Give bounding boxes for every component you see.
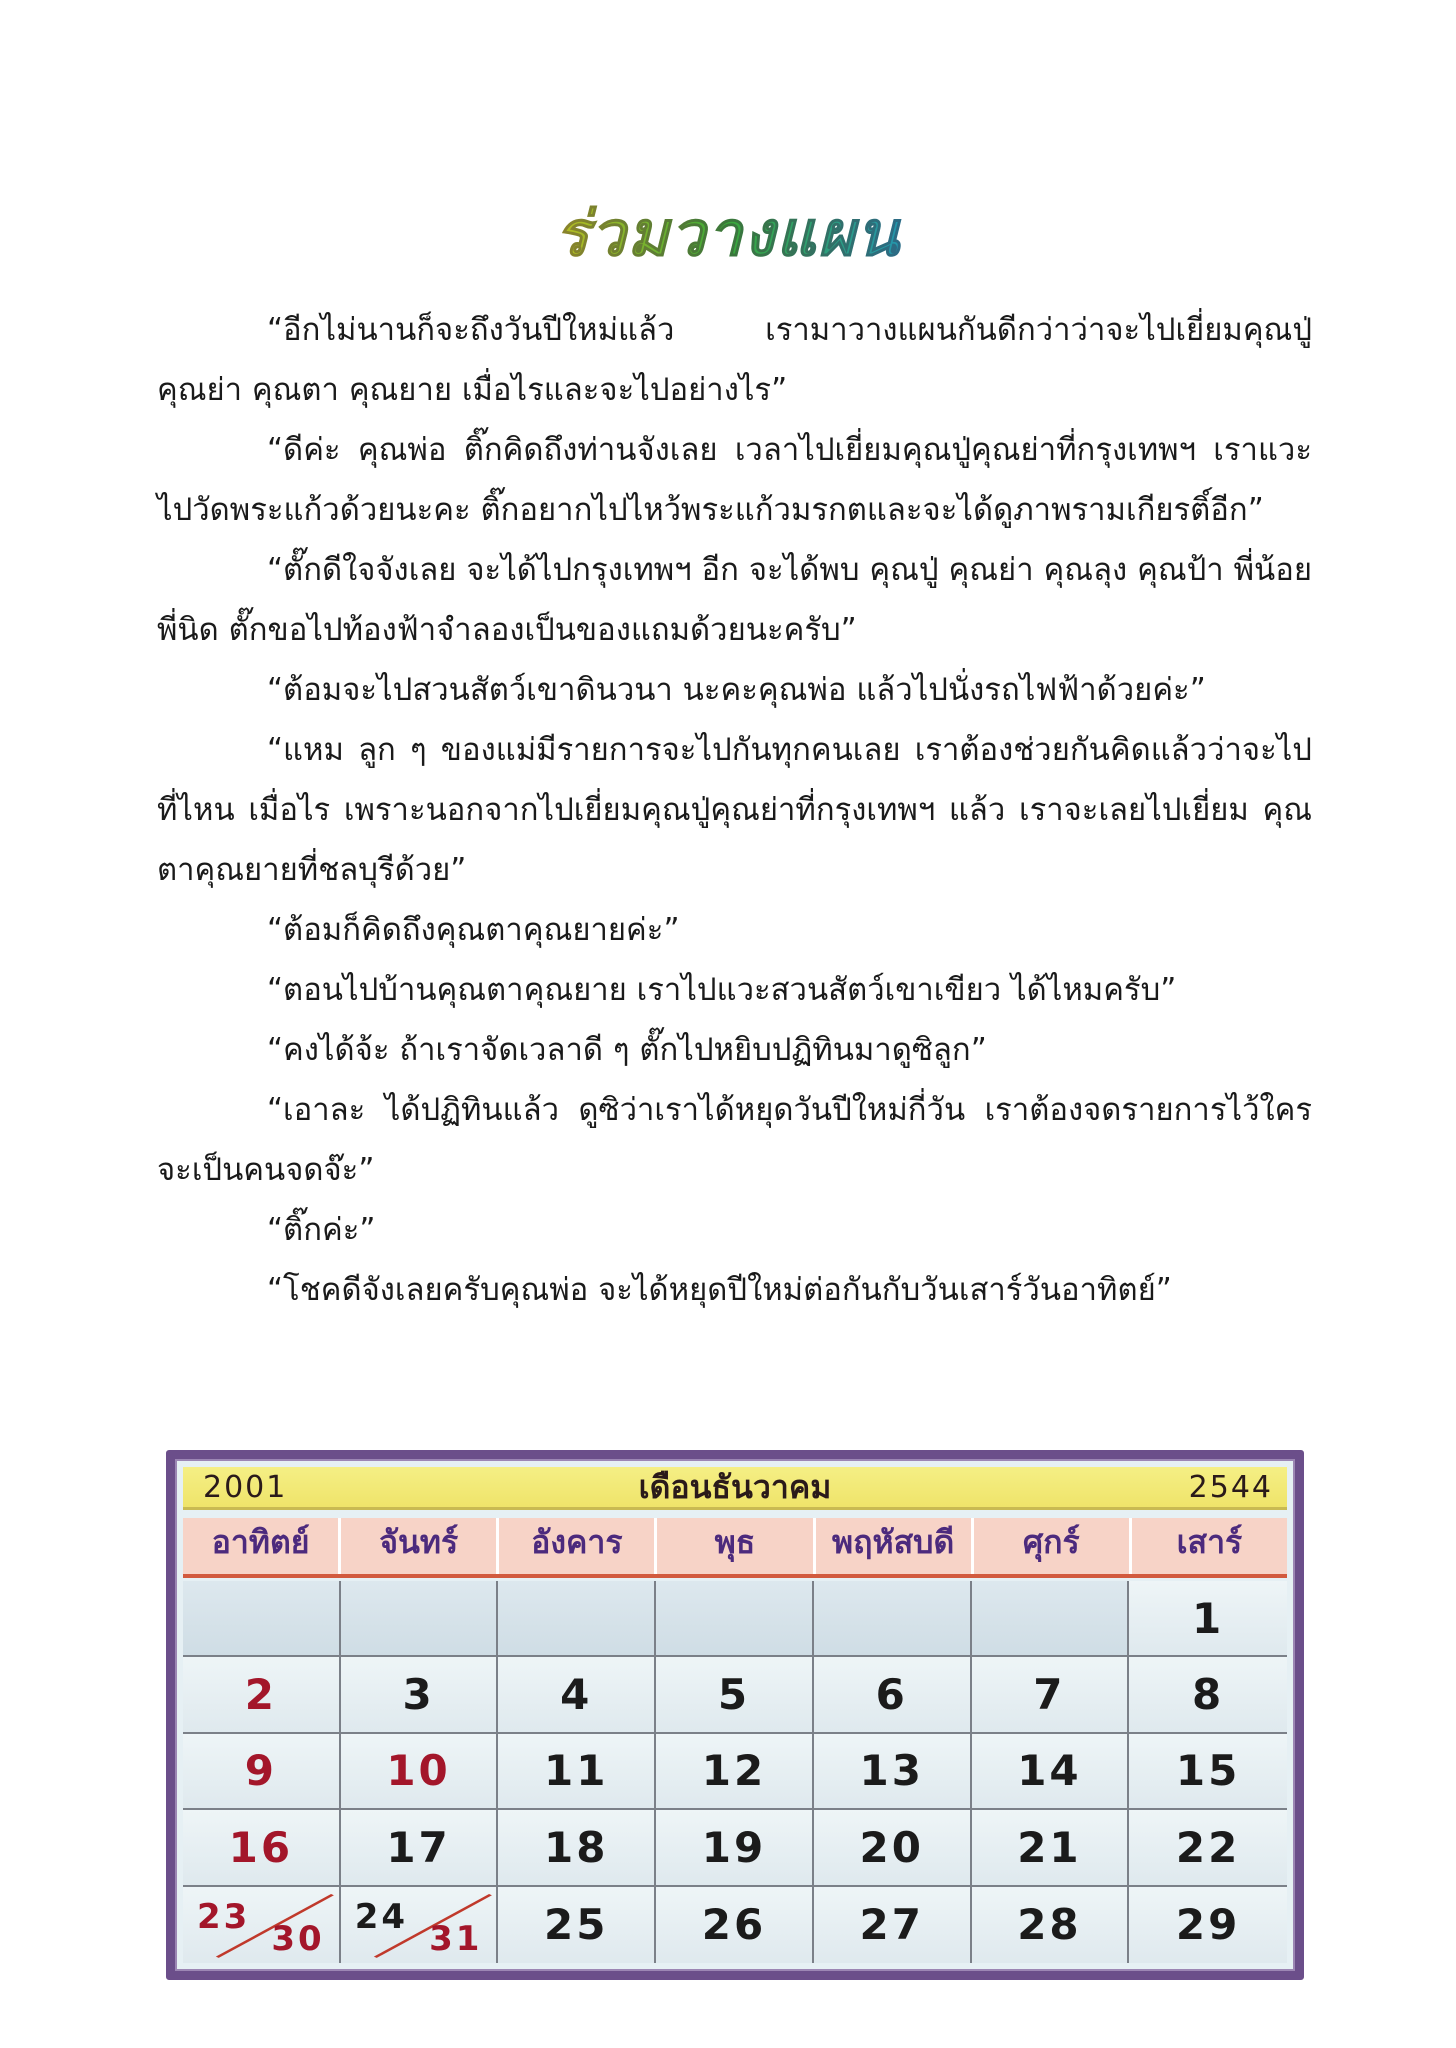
calendar-date-cell xyxy=(498,1657,656,1733)
calendar-empty-cell xyxy=(814,1581,972,1657)
weekday-label: จันทร์ xyxy=(341,1518,499,1574)
calendar-date-cell xyxy=(341,1657,499,1733)
date-number: 6 xyxy=(875,1670,908,1720)
date-number: 5 xyxy=(717,1670,751,1720)
dialogue-paragraph: “ติ๊กค่ะ” xyxy=(267,1212,376,1248)
date-number: 23 xyxy=(197,1896,251,1937)
date-number: 7 xyxy=(1033,1670,1066,1720)
page-title: ร่วมวางแผน xyxy=(0,185,1456,283)
calendar-date-cell xyxy=(1129,1581,1287,1657)
calendar-empty-cell xyxy=(183,1581,341,1657)
date-number: 19 xyxy=(701,1822,767,1872)
calendar-split-date-cell xyxy=(183,1887,341,1963)
calendar-date-cell xyxy=(183,1734,341,1810)
calendar-date-cell xyxy=(341,1734,499,1810)
date-number: 17 xyxy=(386,1822,451,1872)
weekday-label: อาทิตย์ xyxy=(183,1518,341,1574)
split-date xyxy=(183,1887,339,1963)
calendar-header xyxy=(183,1467,1287,1510)
date-number: 29 xyxy=(1175,1900,1241,1950)
calendar-date-cell xyxy=(498,1887,656,1963)
weekday-label: อังคาร xyxy=(499,1518,657,1574)
date-number: 16 xyxy=(228,1822,294,1872)
calendar-date-cell xyxy=(656,1657,814,1733)
calendar-date-grid xyxy=(183,1581,1287,1963)
calendar-empty-cell xyxy=(656,1581,814,1657)
date-number: 2 xyxy=(244,1670,277,1720)
date-number: 26 xyxy=(701,1900,767,1950)
calendar-empty-cell xyxy=(498,1581,656,1657)
date-number: 27 xyxy=(859,1900,924,1950)
calendar-date-cell xyxy=(183,1657,341,1733)
date-number: 8 xyxy=(1192,1670,1225,1720)
calendar-year-ad: 2001 xyxy=(203,1469,288,1505)
dialogue-paragraph: “ตั๊กดีใจจังเลย จะได้ไปกรุงเทพฯ อีก จะได้พบ คุณปู่ คุณย่า คุณลุง คุณป้า พี่น้อย พี่นิด ตั๊กขอไปท้องฟ้าจำลองเป็นของแถมด้วยนะครับ” xyxy=(157,552,1312,648)
date-number: 20 xyxy=(859,1822,924,1872)
date-number: 31 xyxy=(429,1919,483,1959)
date-number: 22 xyxy=(1175,1822,1241,1872)
calendar-date-cell xyxy=(498,1734,656,1810)
calendar-date-cell xyxy=(972,1734,1130,1810)
calendar-year-be: 2544 xyxy=(1188,1469,1273,1505)
calendar-date-cell xyxy=(1129,1887,1287,1963)
date-number: 1 xyxy=(1192,1593,1225,1643)
date-number: 21 xyxy=(1017,1822,1082,1872)
date-number: 25 xyxy=(544,1900,609,1950)
date-number: 15 xyxy=(1175,1746,1241,1796)
calendar-date-cell xyxy=(972,1657,1130,1733)
calendar-empty-cell xyxy=(972,1581,1130,1657)
calendar-date-cell xyxy=(972,1810,1130,1886)
weekday-label: เสาร์ xyxy=(1176,1523,1243,1561)
calendar-date-cell xyxy=(656,1887,814,1963)
calendar-date-cell xyxy=(1129,1734,1287,1810)
calendar-date-cell xyxy=(656,1734,814,1810)
split-date xyxy=(341,1887,497,1963)
weekday-label: ศุกร์ xyxy=(974,1518,1132,1574)
calendar-date-cell xyxy=(814,1887,972,1963)
calendar-date-cell xyxy=(1129,1810,1287,1886)
date-number: 10 xyxy=(386,1746,451,1796)
calendar xyxy=(166,1450,1304,1980)
calendar-date-cell xyxy=(498,1810,656,1886)
date-number: 3 xyxy=(402,1670,435,1720)
date-number: 18 xyxy=(544,1822,609,1872)
dialogue-paragraph: “แหม ลูก ๆ ของแม่มีรายการจะไปกันทุกคนเลย เราต้องช่วยกันคิดแล้วว่าจะไปที่ไหน เมื่อไร เพราะนอกจากไปเยี่ยมคุณปู่คุณย่าที่กรุงเทพฯ แล้ว เราจะเลยไปเยี่ยม คุณตาคุณยายที่ชลบุรีด้วย” xyxy=(157,732,1312,888)
dialogue-paragraph: “อีกไม่นานก็จะถึงวันปีใหม่แล้ว เรามาวางแผนกันดีกว่าว่าจะไปเยี่ยมคุณปู่คุณย่า คุณตา คุณยาย เมื่อไรและจะไปอย่างไร” xyxy=(157,312,1312,408)
calendar-date-cell xyxy=(814,1810,972,1886)
dialogue-paragraph: “ตอนไปบ้านคุณตาคุณยาย เราไปแวะสวนสัตว์เขาเขียว ได้ไหมครับ” xyxy=(267,972,1177,1008)
calendar-weekday-row xyxy=(183,1518,1287,1578)
dialogue-paragraph: “โชคดีจังเลยครับคุณพ่อ จะได้หยุดปีใหม่ต่อกันกับวันเสาร์วันอาทิตย์” xyxy=(267,1272,1172,1308)
weekday-label: พฤหัสบดี xyxy=(816,1518,974,1574)
date-number: 4 xyxy=(560,1670,593,1720)
calendar-empty-cell xyxy=(341,1581,499,1657)
calendar-date-cell xyxy=(972,1887,1130,1963)
date-number: 12 xyxy=(701,1746,767,1796)
date-number: 30 xyxy=(271,1919,325,1959)
calendar-split-date-cell xyxy=(341,1887,499,1963)
weekday-label: พุธ xyxy=(657,1518,815,1574)
story-text xyxy=(157,300,1312,1320)
calendar-date-cell xyxy=(814,1734,972,1810)
date-number: 24 xyxy=(354,1896,409,1937)
date-number: 14 xyxy=(1017,1746,1082,1796)
calendar-date-cell xyxy=(341,1810,499,1886)
dialogue-paragraph: “ต้อมจะไปสวนสัตว์เขาดินวนา นะคะคุณพ่อ แล้วไปนั่งรถไฟฟ้าด้วยค่ะ” xyxy=(267,672,1206,708)
calendar-date-cell xyxy=(814,1657,972,1733)
date-number: 11 xyxy=(544,1746,609,1796)
calendar-date-cell xyxy=(1129,1657,1287,1733)
dialogue-paragraph: “คงได้จ้ะ ถ้าเราจัดเวลาดี ๆ ตั๊กไปหยิบปฏิทินมาดูซิลูก” xyxy=(267,1032,987,1068)
date-number: 28 xyxy=(1017,1900,1082,1950)
dialogue-paragraph: “ดีค่ะ คุณพ่อ ติ๊กคิดถึงท่านจังเลย เวลาไปเยี่ยมคุณปู่คุณย่าที่กรุงเทพฯ เราแวะไปวัดพระแก้วด้วยนะคะ ติ๊กอยากไปไหว้พระแก้วมรกตและจะได้ดูภาพรามเกียรติ์อีก” xyxy=(157,432,1312,528)
date-number: 13 xyxy=(859,1746,924,1796)
date-number: 9 xyxy=(244,1746,277,1796)
dialogue-paragraph: “ต้อมก็คิดถึงคุณตาคุณยายค่ะ” xyxy=(267,912,680,948)
calendar-date-cell xyxy=(183,1810,341,1886)
calendar-month-title: เดือนธันวาคม xyxy=(638,1467,832,1506)
calendar-date-cell xyxy=(656,1810,814,1886)
dialogue-paragraph: “เอาละ ได้ปฏิทินแล้ว ดูซิว่าเราได้หยุดวันปีใหม่กี่วัน เราต้องจดรายการไว้ใครจะเป็นคนจดจ๊ะ” xyxy=(157,1092,1312,1188)
